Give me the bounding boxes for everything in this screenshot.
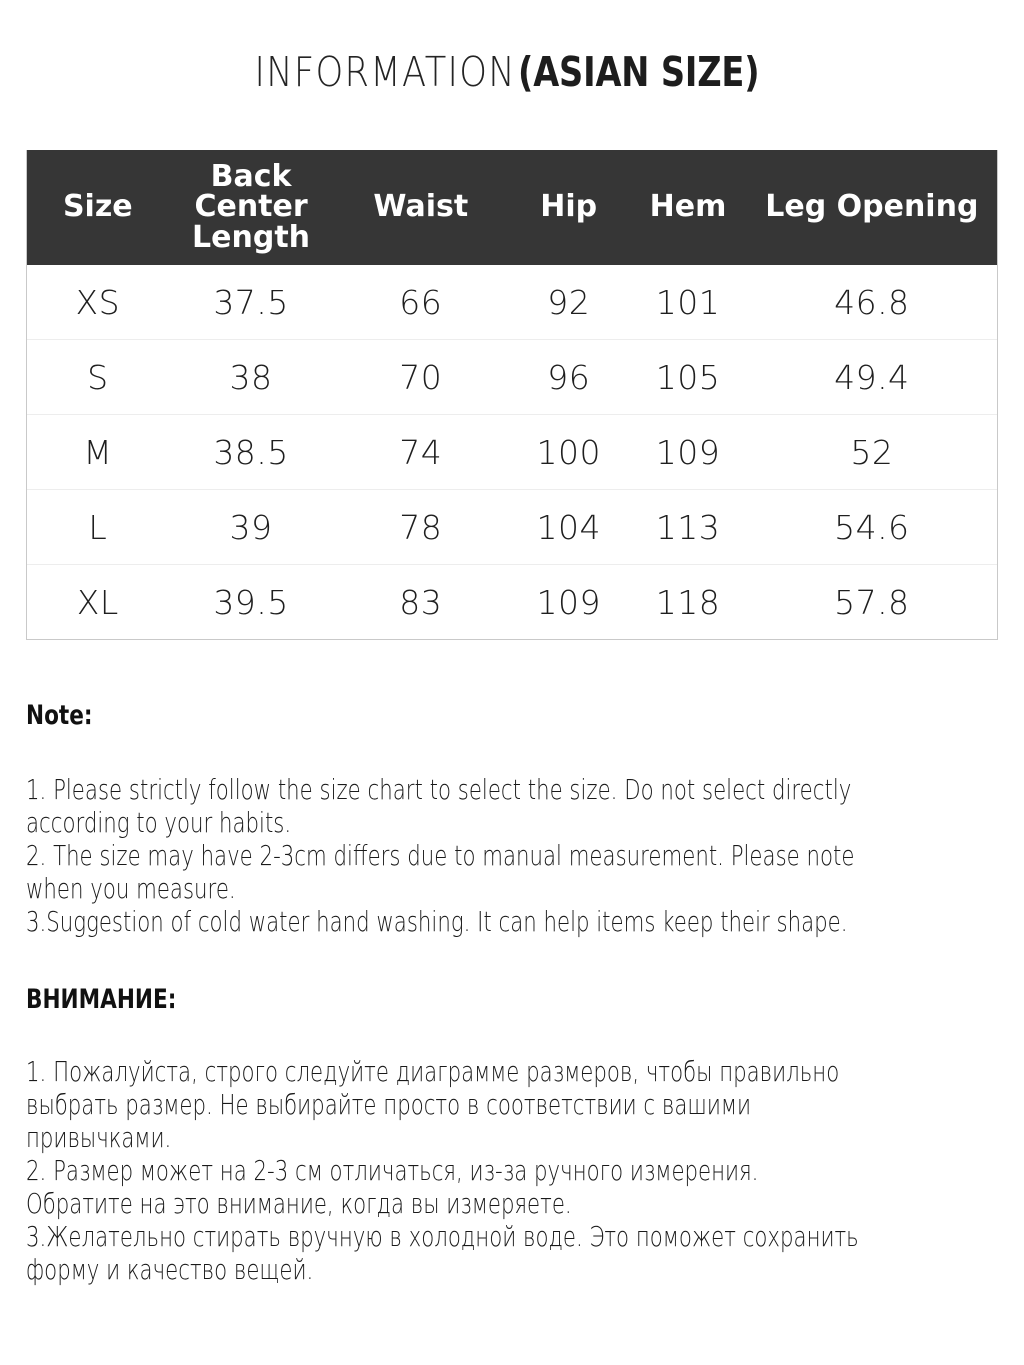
note-heading-en: Note:	[26, 700, 93, 731]
cell-leg-opening: 54.6	[834, 507, 910, 547]
cell-back-center-length: 39	[229, 507, 273, 547]
table-row	[27, 564, 997, 639]
cell-waist: 74	[399, 432, 443, 472]
column-header-leg-opening: Leg Opening	[765, 189, 979, 225]
note-line: according to your habits.	[26, 806, 292, 840]
spacer	[26, 731, 986, 773]
size-chart-table	[26, 150, 998, 640]
note-line: 1. Please strictly follow the size chart to select the size. Do not select directly	[26, 773, 852, 806]
cell-back-center-length: 38.5	[213, 432, 289, 472]
note-line: Обратите на это внимание, когда вы измеряете.	[26, 1187, 572, 1221]
note-body-ru	[26, 1055, 986, 1286]
cell-back-center-length: 38	[229, 357, 273, 397]
page-title-bold: (ASIAN SIZE)	[517, 48, 760, 96]
cell-hip: 109	[536, 582, 601, 622]
page-title	[0, 48, 1024, 96]
notes-section	[26, 700, 986, 1286]
cell-leg-opening: 52	[850, 432, 894, 472]
table-row	[27, 489, 997, 564]
cell-leg-opening: 46.8	[834, 282, 910, 322]
table-row	[27, 414, 997, 489]
cell-waist: 70	[399, 357, 443, 397]
cell-hem: 113	[655, 507, 721, 547]
note-line: when you measure.	[26, 872, 236, 906]
page-title-light: INFORMATION	[254, 48, 516, 96]
cell-hem: 109	[655, 432, 721, 472]
column-header-hip: Hip	[540, 189, 598, 225]
cell-size: M	[83, 432, 113, 472]
note-line: 2. The size may have 2-3cm differs due to manual measurement. Please note	[26, 839, 855, 873]
cell-size: S	[87, 357, 109, 397]
cell-hem: 101	[655, 282, 721, 322]
note-body-en	[26, 773, 986, 938]
spacer	[26, 1015, 986, 1055]
cell-leg-opening: 57.8	[834, 582, 910, 622]
cell-hip: 100	[536, 432, 601, 472]
cell-hem: 105	[655, 357, 721, 397]
table-row	[27, 265, 997, 339]
cell-waist: 66	[399, 282, 443, 322]
cell-back-center-length: 37.5	[213, 282, 289, 322]
cell-waist: 78	[399, 507, 443, 547]
note-line: 3.Желательно стирать вручную в холодной воде. Это поможет сохранить	[26, 1220, 859, 1254]
note-line: 2. Размер может на 2-3 см отличаться, из-за ручного измерения.	[26, 1154, 759, 1188]
cell-hip: 92	[547, 282, 591, 322]
table-row	[27, 339, 997, 414]
cell-leg-opening: 49.4	[834, 357, 910, 397]
cell-hip: 104	[536, 507, 601, 547]
spacer	[26, 938, 986, 984]
cell-waist: 83	[399, 582, 443, 622]
cell-size: L	[88, 507, 108, 547]
column-header-hem: Hem	[649, 189, 727, 225]
note-line: 3.Suggestion of cold water hand washing. It can help items keep their shape.	[26, 905, 848, 939]
column-header-size: Size	[62, 189, 133, 225]
note-line: выбрать размер. Не выбирайте просто в соответствии с вашими	[26, 1088, 751, 1122]
cell-hip: 96	[547, 357, 591, 397]
column-header-waist: Waist	[373, 189, 469, 225]
note-line: 1. Пожалуйста, строго следуйте диаграмме размеров, чтобы правильно	[26, 1055, 840, 1089]
cell-size: XL	[76, 582, 119, 622]
table-header-row	[27, 150, 997, 265]
column-header-back-center-length: Back Center Length	[192, 158, 311, 255]
cell-size: XS	[75, 282, 121, 322]
cell-hem: 118	[655, 582, 721, 622]
note-heading-ru: ВНИМАНИЕ:	[26, 984, 177, 1016]
note-line: привычками.	[26, 1121, 172, 1155]
note-line: форму и качество вещей.	[26, 1253, 314, 1287]
cell-back-center-length: 39.5	[213, 582, 289, 622]
